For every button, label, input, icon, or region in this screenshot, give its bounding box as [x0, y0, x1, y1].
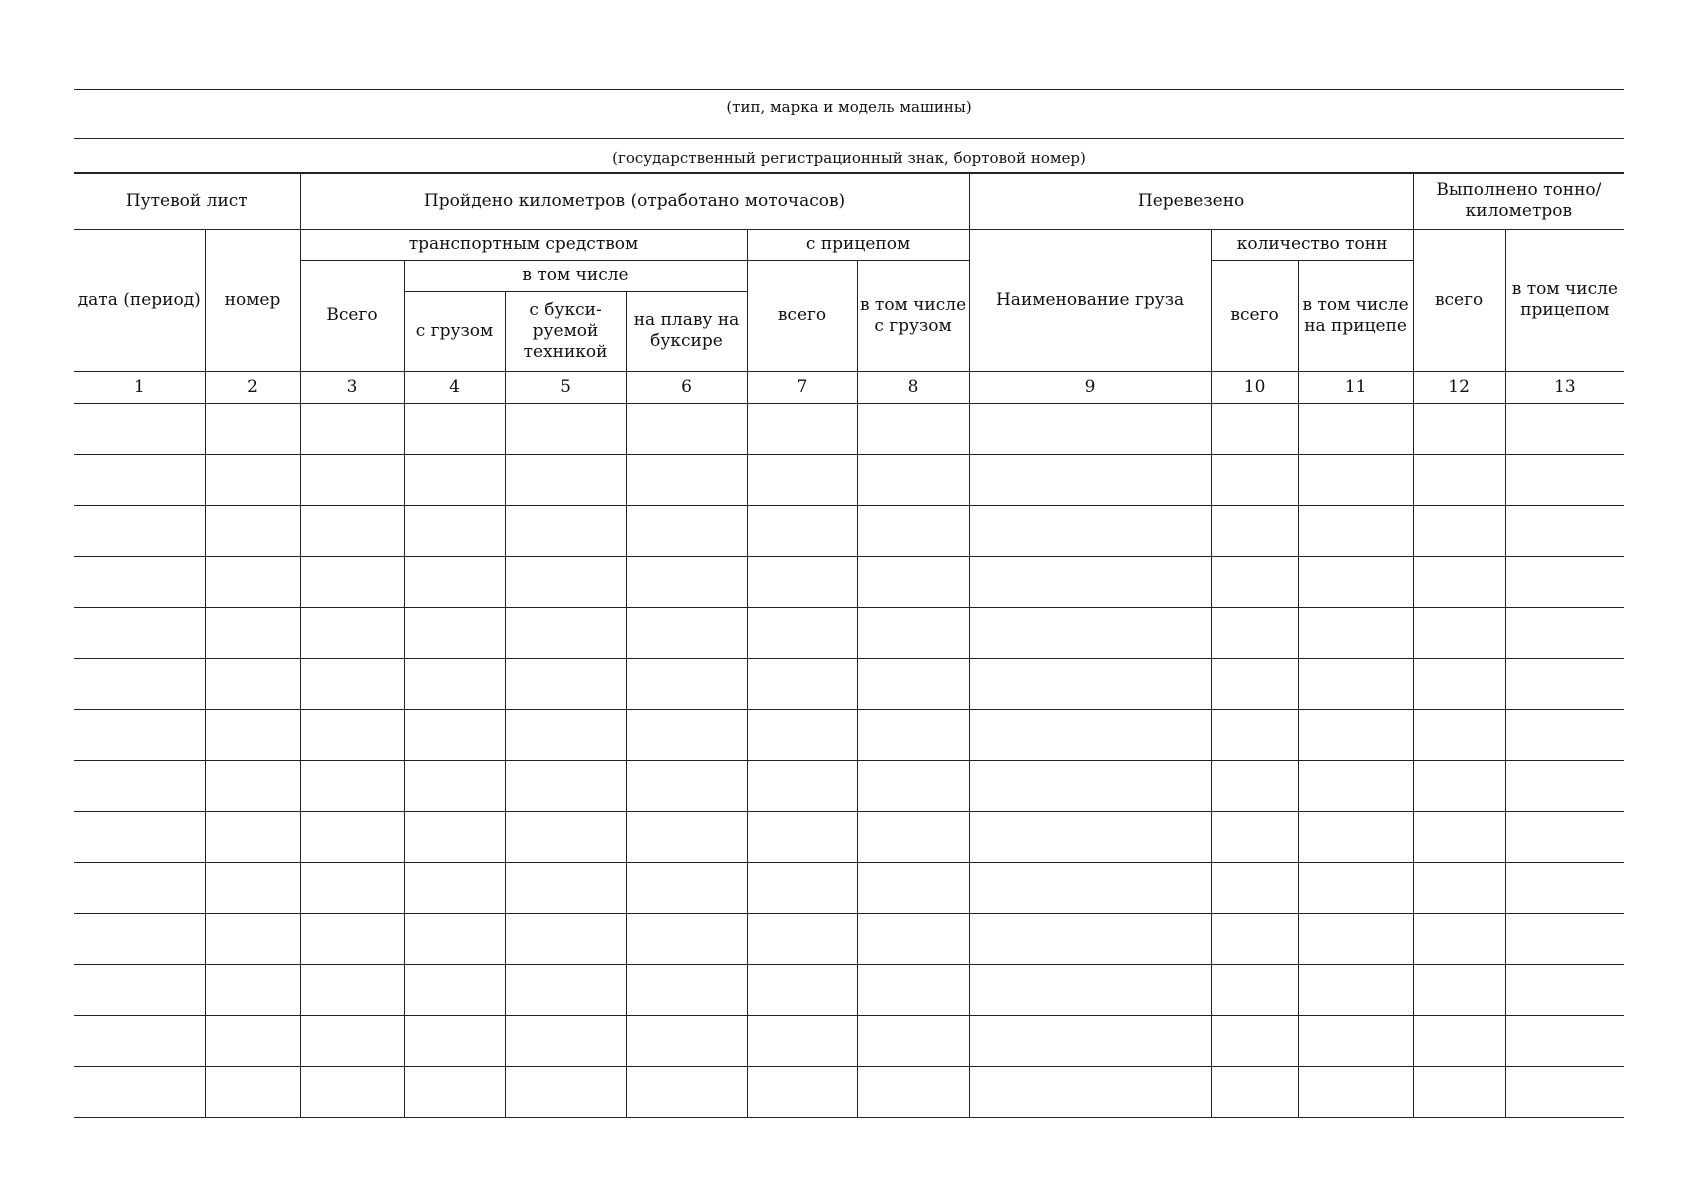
table-cell[interactable] [74, 607, 205, 658]
table-cell[interactable] [404, 1015, 505, 1066]
table-cell[interactable] [404, 556, 505, 607]
table-cell[interactable] [74, 403, 205, 454]
table-cell[interactable] [626, 964, 747, 1015]
vehicle-log-table [74, 172, 1624, 1118]
table-cell[interactable] [300, 709, 404, 760]
table-cell[interactable] [205, 403, 300, 454]
table-cell[interactable] [626, 760, 747, 811]
table-row [74, 403, 1624, 454]
table-cell[interactable] [1505, 709, 1624, 760]
table-cell[interactable] [626, 556, 747, 607]
table-cell[interactable] [969, 1066, 1211, 1117]
col-afloat-towing: на плаву на буксире [626, 291, 747, 371]
table-cell[interactable] [404, 760, 505, 811]
table-cell[interactable] [205, 811, 300, 862]
table-cell[interactable] [747, 811, 857, 862]
table-cell[interactable] [1211, 454, 1298, 505]
column-number: 4 [404, 371, 505, 403]
column-number: 5 [505, 371, 626, 403]
table-cell[interactable] [1413, 556, 1505, 607]
table-cell[interactable] [1211, 862, 1298, 913]
table-cell[interactable] [300, 1066, 404, 1117]
table-cell[interactable] [74, 913, 205, 964]
header-tons: количество тонн [1211, 229, 1413, 260]
table-cell[interactable] [1505, 862, 1624, 913]
table-cell[interactable] [404, 811, 505, 862]
header-vehicle: транспортным средством [300, 229, 747, 260]
machine-caption: (тип, марка и модель машины) [726, 98, 972, 116]
col-date: дата (период) [74, 229, 205, 371]
table-cell[interactable] [404, 454, 505, 505]
table-cell[interactable] [1505, 658, 1624, 709]
table-cell[interactable] [505, 709, 626, 760]
table-cell[interactable] [74, 1066, 205, 1117]
column-number: 2 [205, 371, 300, 403]
table-cell[interactable] [1505, 403, 1624, 454]
table-cell[interactable] [404, 403, 505, 454]
table-cell[interactable] [969, 505, 1211, 556]
table-cell[interactable] [1505, 556, 1624, 607]
table-cell[interactable] [969, 1015, 1211, 1066]
table-cell[interactable] [505, 607, 626, 658]
table-cell[interactable] [626, 913, 747, 964]
col-tkm-total: всего [1413, 229, 1505, 371]
table-cell[interactable] [205, 964, 300, 1015]
column-number: 9 [969, 371, 1211, 403]
column-number: 3 [300, 371, 404, 403]
table-cell[interactable] [300, 556, 404, 607]
table-cell[interactable] [747, 505, 857, 556]
registration-fill-line[interactable] [74, 138, 1624, 139]
table-cell[interactable] [747, 403, 857, 454]
table-cell[interactable] [1298, 607, 1413, 658]
table-cell[interactable] [74, 454, 205, 505]
table-cell[interactable] [1298, 913, 1413, 964]
table-cell[interactable] [300, 862, 404, 913]
registration-caption: (государственный регистрационный знак, бортовой номер) [612, 149, 1086, 167]
table-row [74, 760, 1624, 811]
table-cell[interactable] [404, 913, 505, 964]
table-cell[interactable] [969, 811, 1211, 862]
table-cell[interactable] [74, 658, 205, 709]
table-cell[interactable] [857, 607, 969, 658]
col-cargo-name: Наименование груза [969, 229, 1211, 371]
col-trailer-loaded: в том числе с грузом [857, 260, 969, 371]
table-cell[interactable] [1298, 556, 1413, 607]
table-cell[interactable] [505, 913, 626, 964]
table-cell[interactable] [747, 556, 857, 607]
table-cell[interactable] [1211, 505, 1298, 556]
table-cell[interactable] [857, 454, 969, 505]
log-body [74, 403, 1624, 1117]
table-cell[interactable] [1298, 811, 1413, 862]
table-row [74, 505, 1624, 556]
table-cell[interactable] [1413, 862, 1505, 913]
table-cell[interactable] [505, 760, 626, 811]
table-cell[interactable] [1413, 658, 1505, 709]
column-number: 12 [1413, 371, 1505, 403]
table-cell[interactable] [404, 862, 505, 913]
table-cell[interactable] [404, 964, 505, 1015]
table-cell[interactable] [1211, 1066, 1298, 1117]
table-cell[interactable] [300, 760, 404, 811]
table-cell[interactable] [74, 760, 205, 811]
table-cell[interactable] [505, 556, 626, 607]
table-cell[interactable] [505, 505, 626, 556]
table-cell[interactable] [74, 964, 205, 1015]
table-cell[interactable] [1505, 913, 1624, 964]
table-cell[interactable] [969, 454, 1211, 505]
table-cell[interactable] [1211, 403, 1298, 454]
table-cell[interactable] [1505, 607, 1624, 658]
table-cell[interactable] [857, 760, 969, 811]
table-cell[interactable] [1211, 760, 1298, 811]
table-cell[interactable] [747, 607, 857, 658]
table-cell[interactable] [1413, 760, 1505, 811]
table-cell[interactable] [1505, 760, 1624, 811]
column-number: 11 [1298, 371, 1413, 403]
table-cell[interactable] [404, 505, 505, 556]
table-cell[interactable] [857, 505, 969, 556]
table-cell[interactable] [505, 1015, 626, 1066]
table-cell[interactable] [857, 1015, 969, 1066]
table-cell[interactable] [747, 1015, 857, 1066]
table-row [74, 913, 1624, 964]
table-row [74, 1015, 1624, 1066]
table-cell[interactable] [1298, 964, 1413, 1015]
col-tons-on-trailer: в том числе на прицепе [1298, 260, 1413, 371]
table-cell[interactable] [404, 658, 505, 709]
col-loaded: с грузом [404, 291, 505, 371]
table-cell[interactable] [505, 811, 626, 862]
table-row [74, 1066, 1624, 1117]
table-cell[interactable] [626, 1066, 747, 1117]
table-cell[interactable] [969, 964, 1211, 1015]
table-cell[interactable] [1505, 505, 1624, 556]
table-cell[interactable] [747, 709, 857, 760]
table-cell[interactable] [857, 862, 969, 913]
column-number: 13 [1505, 371, 1624, 403]
table-cell[interactable] [1413, 913, 1505, 964]
table-cell[interactable] [969, 403, 1211, 454]
table-cell[interactable] [1413, 811, 1505, 862]
table-cell[interactable] [1505, 1066, 1624, 1117]
table-cell[interactable] [1505, 1015, 1624, 1066]
machine-fill-line[interactable] [74, 89, 1624, 90]
col-tons-total: всего [1211, 260, 1298, 371]
table-cell[interactable] [300, 1015, 404, 1066]
table-cell[interactable] [1211, 1015, 1298, 1066]
table-row [74, 709, 1624, 760]
table-cell[interactable] [1413, 403, 1505, 454]
header-waybill: Путевой лист [74, 173, 300, 229]
table-cell[interactable] [747, 760, 857, 811]
header-trailer: с прицепом [747, 229, 969, 260]
table-row [74, 811, 1624, 862]
table-cell[interactable] [1413, 709, 1505, 760]
table-cell[interactable] [1505, 811, 1624, 862]
table-cell[interactable] [1211, 964, 1298, 1015]
table-row [74, 556, 1624, 607]
table-cell[interactable] [74, 505, 205, 556]
table-cell[interactable] [300, 505, 404, 556]
table-cell[interactable] [205, 709, 300, 760]
col-number: номер [205, 229, 300, 371]
table-cell[interactable] [969, 607, 1211, 658]
table-cell[interactable] [1505, 454, 1624, 505]
col-towed-equipment: с букси-руемой техникой [505, 291, 626, 371]
table-cell[interactable] [1413, 1066, 1505, 1117]
table-cell[interactable] [1211, 556, 1298, 607]
table-cell[interactable] [505, 964, 626, 1015]
table-cell[interactable] [1211, 658, 1298, 709]
column-number: 7 [747, 371, 857, 403]
table-cell[interactable] [404, 709, 505, 760]
table-cell[interactable] [205, 760, 300, 811]
table-cell[interactable] [205, 607, 300, 658]
table-cell[interactable] [300, 811, 404, 862]
table-cell[interactable] [1298, 403, 1413, 454]
table-cell[interactable] [74, 811, 205, 862]
table-cell[interactable] [404, 1066, 505, 1117]
table-cell[interactable] [1298, 862, 1413, 913]
table-cell[interactable] [969, 862, 1211, 913]
column-number: 8 [857, 371, 969, 403]
table-cell[interactable] [626, 862, 747, 913]
table-cell[interactable] [857, 1066, 969, 1117]
table-cell[interactable] [626, 454, 747, 505]
table-cell[interactable] [205, 658, 300, 709]
table-cell[interactable] [505, 1066, 626, 1117]
column-number-row [74, 371, 1624, 403]
table-cell[interactable] [404, 607, 505, 658]
table-cell[interactable] [205, 556, 300, 607]
table-cell[interactable] [1298, 505, 1413, 556]
table-cell[interactable] [857, 964, 969, 1015]
table-cell[interactable] [857, 658, 969, 709]
table-cell[interactable] [505, 658, 626, 709]
table-cell[interactable] [626, 811, 747, 862]
table-cell[interactable] [1413, 454, 1505, 505]
table-cell[interactable] [747, 454, 857, 505]
table-cell[interactable] [1413, 964, 1505, 1015]
table-cell[interactable] [626, 658, 747, 709]
table-row [74, 964, 1624, 1015]
column-number: 10 [1211, 371, 1298, 403]
table-cell[interactable] [626, 709, 747, 760]
table-cell[interactable] [1298, 709, 1413, 760]
table-cell[interactable] [205, 505, 300, 556]
column-number: 6 [626, 371, 747, 403]
table-cell[interactable] [300, 964, 404, 1015]
table-cell[interactable] [1413, 607, 1505, 658]
table-cell[interactable] [300, 403, 404, 454]
table-cell[interactable] [1413, 1015, 1505, 1066]
table-cell[interactable] [969, 760, 1211, 811]
table-cell[interactable] [74, 1015, 205, 1066]
table-cell[interactable] [1211, 607, 1298, 658]
table-cell[interactable] [626, 403, 747, 454]
table-cell[interactable] [1298, 658, 1413, 709]
table-cell[interactable] [969, 709, 1211, 760]
table-cell[interactable] [505, 403, 626, 454]
table-cell[interactable] [1211, 913, 1298, 964]
table-cell[interactable] [857, 403, 969, 454]
table-cell[interactable] [505, 454, 626, 505]
table-cell[interactable] [1298, 1066, 1413, 1117]
header-distance: Пройдено километров (отработано моточасов) [300, 173, 969, 229]
table-cell[interactable] [626, 607, 747, 658]
table-cell[interactable] [626, 505, 747, 556]
table-cell[interactable] [747, 913, 857, 964]
table-cell[interactable] [1413, 505, 1505, 556]
table-row [74, 454, 1624, 505]
table-cell[interactable] [1211, 811, 1298, 862]
header-transported: Перевезено [969, 173, 1413, 229]
table-cell[interactable] [1211, 709, 1298, 760]
table-cell[interactable] [74, 556, 205, 607]
table-row [74, 658, 1624, 709]
table-cell[interactable] [1505, 964, 1624, 1015]
table-cell[interactable] [969, 658, 1211, 709]
table-row [74, 862, 1624, 913]
table-cell[interactable] [300, 454, 404, 505]
table-row [74, 607, 1624, 658]
column-number: 1 [74, 371, 205, 403]
table-cell[interactable] [1298, 760, 1413, 811]
table-cell[interactable] [969, 913, 1211, 964]
table-cell[interactable] [300, 607, 404, 658]
table-cell[interactable] [205, 913, 300, 964]
table-cell[interactable] [969, 556, 1211, 607]
header-ton-km: Выполнено тонно/километров [1413, 173, 1624, 229]
table-cell[interactable] [74, 709, 205, 760]
table-cell[interactable] [857, 556, 969, 607]
table-cell[interactable] [626, 1015, 747, 1066]
table-cell[interactable] [74, 862, 205, 913]
table-cell[interactable] [747, 1066, 857, 1117]
col-tkm-trailer: в том числе прицепом [1505, 229, 1624, 371]
table-cell[interactable] [857, 913, 969, 964]
table-cell[interactable] [205, 1015, 300, 1066]
table-cell[interactable] [857, 709, 969, 760]
table-cell[interactable] [205, 1066, 300, 1117]
col-total: Всего [300, 260, 404, 371]
table-cell[interactable] [205, 862, 300, 913]
table-cell[interactable] [300, 658, 404, 709]
table-cell[interactable] [300, 913, 404, 964]
table-cell[interactable] [1298, 1015, 1413, 1066]
table-cell[interactable] [857, 811, 969, 862]
table-cell[interactable] [747, 862, 857, 913]
table-cell[interactable] [205, 454, 300, 505]
table-cell[interactable] [1298, 454, 1413, 505]
table-cell[interactable] [747, 658, 857, 709]
header-including: в том числе [404, 260, 747, 291]
table-cell[interactable] [747, 964, 857, 1015]
table-cell[interactable] [505, 862, 626, 913]
col-trailer-total: всего [747, 260, 857, 371]
